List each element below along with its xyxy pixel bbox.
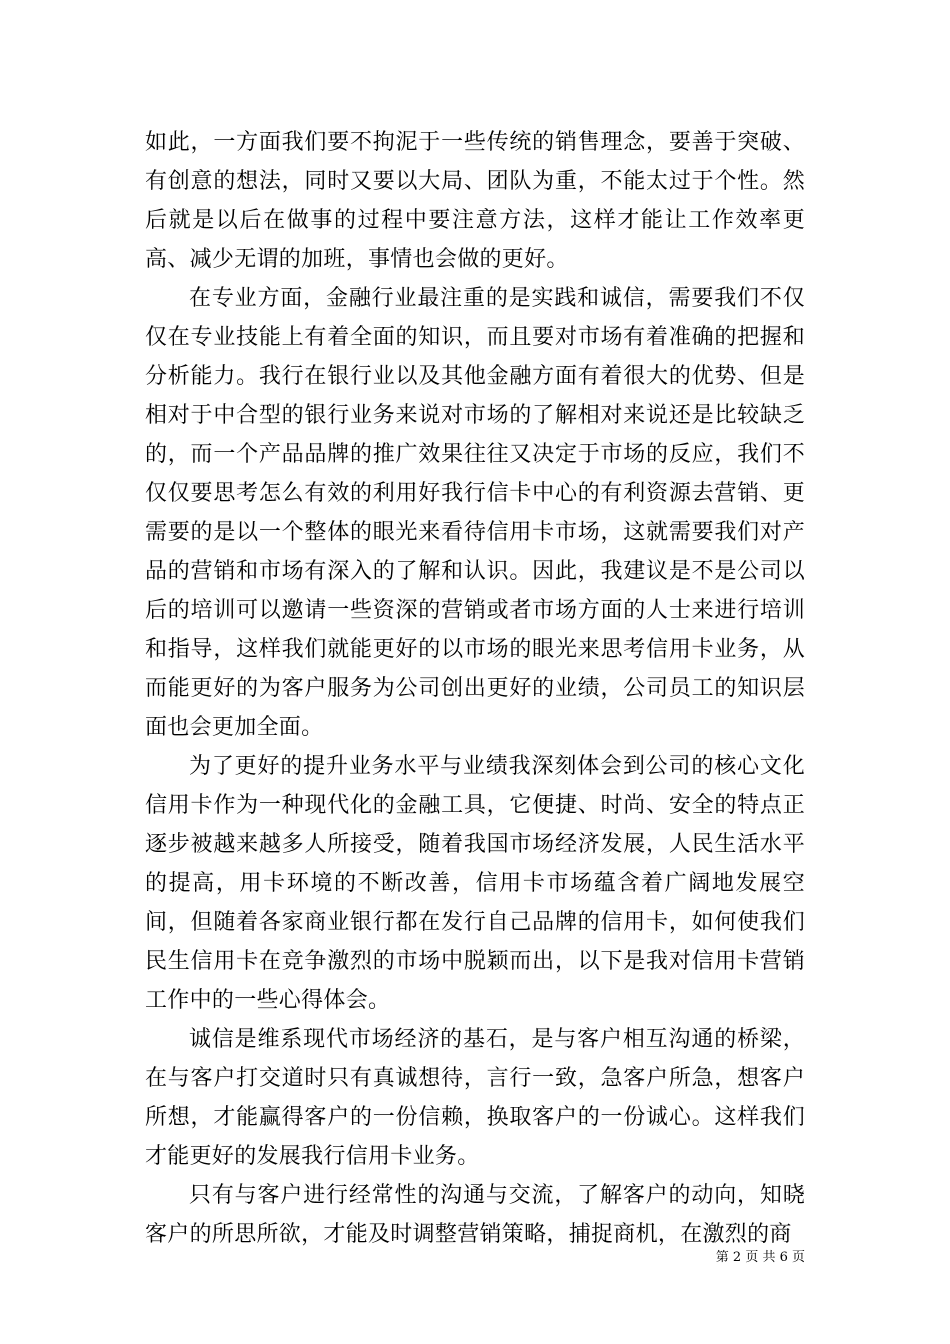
paragraph-3: 为了更好的提升业务水平与业绩我深刻体会到公司的核心文化信用卡作为一种现代化的金融工具，它便捷、时尚、安全的特点正逐步被越来越多人所接受，随着我国市场经济发展，人民生活水平的提高，用卡环境的不断改善，信用卡市场蕴含着广阔地发展空间，但随着各家商业银行都在发行自己品牌的信用卡，如何使我们民生信用卡在竞争激烈的市场中脱颖而出，以下是我对信用卡营销工作中的一些心得体会。 (145, 754, 805, 1013)
paragraph-4: 诚信是维系现代市场经济的基石，是与客户相互沟通的桥梁，在与客户打交道时只有真诚想待，言行一致，急客户所急，想客户所想，才能赢得客户的一份信赖，换取客户的一份诚心。这样我们才能更好的发展我行信用卡业务。 (145, 1027, 805, 1169)
paragraph-1: 如此，一方面我们要不拘泥于一些传统的销售理念，要善于突破、有创意的想法，同时又要以大局、团队为重，不能太过于个性。然后就是以后在做事的过程中要注意方法，这样才能让工作效率更高、减少无谓的加班，事情也会做的更好。 (145, 130, 805, 272)
paragraph-2: 在专业方面，金融行业最注重的是实践和诚信，需要我们不仅仅在专业技能上有着全面的知识，而且要对市场有着准确的把握和分析能力。我行在银行业以及其他金融方面有着很大的优势、但是相对于中合型的银行业务来说对市场的了解相对来说还是比较缺乏的，而一个产品品牌的推广效果往往又决定于市场的反应，我们不仅仅要思考怎么有效的利用好我行信卡中心的有利资源去营销、更需要的是以一个整体的眼光来看待信用卡市场，这就需要我们对产品的营销和市场有深入的了解和认识。因此，我建议是不是公司以后的培训可以邀请一些资深的营销或者市场方面的人士来进行培训和指导，这样我们就能更好的以市场的眼光来思考信用卡业务，从而能更好的为客户服务为公司创出更好的业绩，公司员工的知识层面也会更加全面。 (145, 286, 805, 740)
page-number: 第 2 页 共 6 页 (715, 1250, 805, 1265)
body-text (145, 123, 805, 1254)
paragraph-5: 只有与客户进行经常性的沟通与交流，了解客户的动向，知晓客户的所思所欲，才能及时调整营销策略，捕捉商机，在激烈的商 (145, 1183, 805, 1247)
